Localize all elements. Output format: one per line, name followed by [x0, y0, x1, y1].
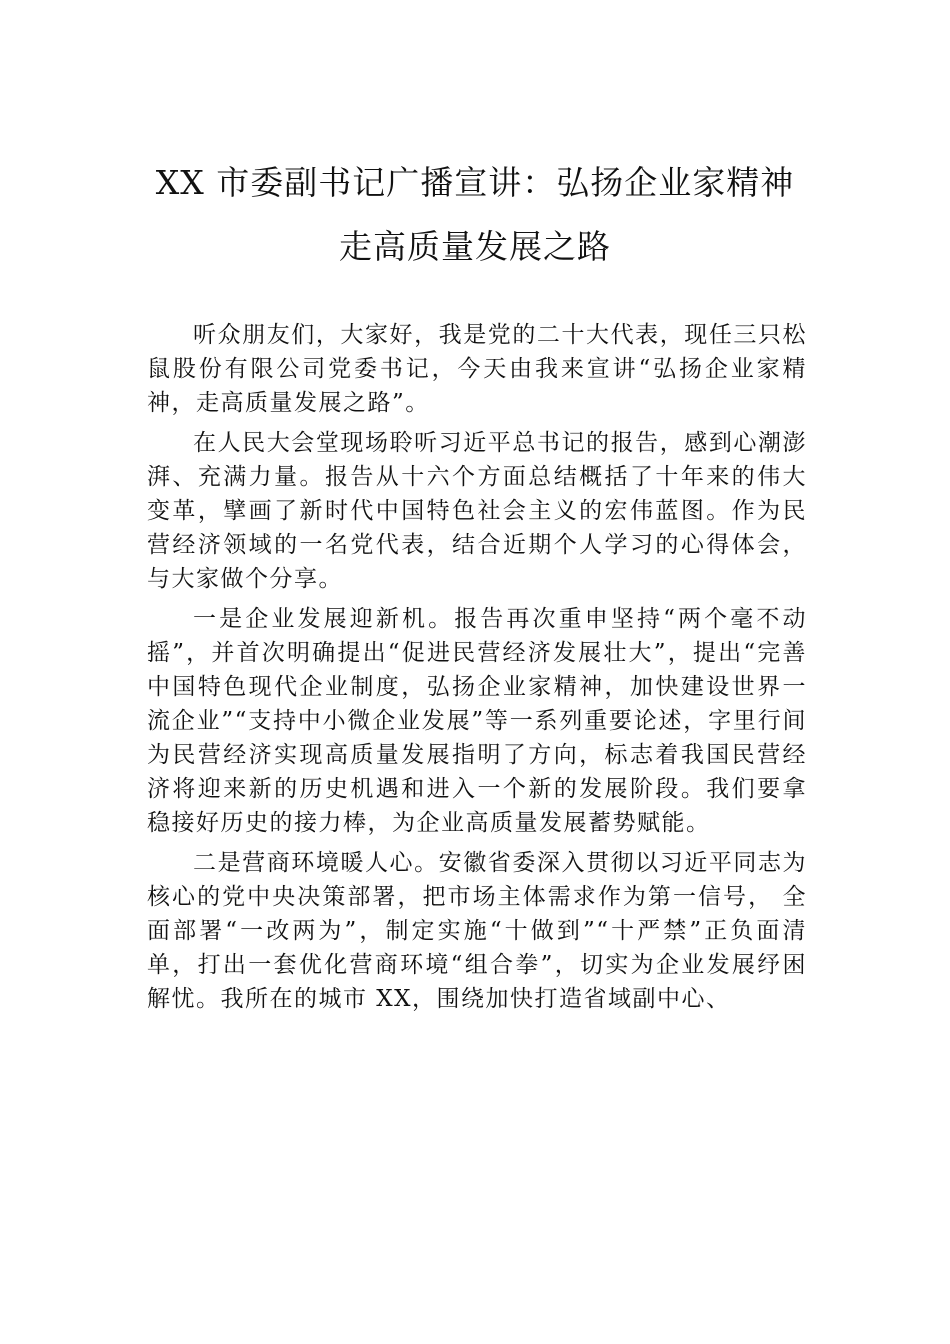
- paragraph-greeting: 听众朋友们，大家好，我是党的二十大代表，现任三只松鼠股份有限公司党委书记，今天由我来宣讲“弘扬企业家精神，走高质量发展之路”。: [147, 322, 807, 416]
- page-title-line-1: XX 市委副书记广播宣讲：弘扬企业家精神: [155, 163, 795, 202]
- paragraph-point-two: 二是营商环境暖人心。安徽省委深入贯彻以习近平同志为核心的党中央决策部署，把市场主体需求作为第一信号， 全面部署“一改两为”，制定实施“十做到”“十严禁”正负面清单，打出一套优化营商环境“组合拳”，切实为企业发展纾困解忧。我所在的城市 XX，围绕加快打造省域副中心、: [147, 850, 807, 1012]
- paragraph-point-one: 一是企业发展迎新机。报告再次重申坚持“两个毫不动摇”，并首次明确提出“促进民营经济发展壮大”，提出“完善中国特色现代企业制度，弘扬企业家精神，加快建设世界一流企业”“支持中小微企业发展”等一系列重要论述，字里行间为民营经济实现高质量发展指明了方向，标志着我国民营经济将迎来新的历史机遇和进入一个新的发展阶段。我们要拿稳接好历史的接力棒，为企业高质量发展蓄势赋能。: [147, 606, 807, 836]
- document-body: [147, 318, 807, 1022]
- page-title-line-2: 走高质量发展之路: [339, 227, 611, 266]
- paragraph-report-impression: 在人民大会堂现场聆听习近平总书记的报告，感到心潮澎湃、充满力量。报告从十六个方面总结概括了十年来的伟大变革，擘画了新时代中国特色社会主义的宏伟蓝图。作为民营经济领域的一名党代表，结合近期个人学习的心得体会，与大家做个分享。: [147, 430, 807, 592]
